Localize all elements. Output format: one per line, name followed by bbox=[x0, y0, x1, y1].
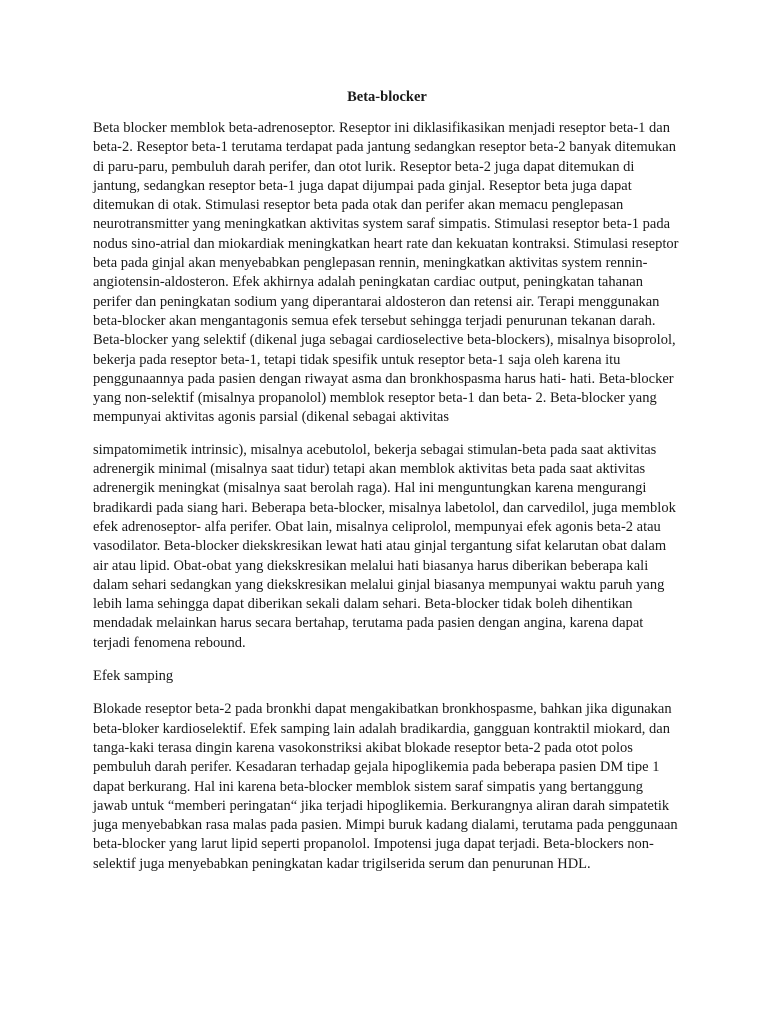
paragraph-partial-agonist: simpatomimetik intrinsic), misalnya acebutolol, bekerja sebagai stimulan-beta pada saat aktivitas adrenergik minimal (misalnya saat tidur) tetapi akan memblok aktivitas beta pada saat aktivitas adrenergik meningkat (misalnya saat berolah raga). Hal ini menguntungkan karena mengurangi bradikardi pada siang hari. Beberapa beta-blocker, misalnya labetolol, dan carvedilol, juga memblok efek adrenoseptor- alfa perifer. Obat lain, misalnya celiprolol, mempunyai efek agonis beta-2 atau vasodilator. Beta-blocker diekskresikan lewat hati atau ginjal tergantung sifat kelarutan obat dalam air atau lipid. Obat-obat yang diekskresikan melalui hati biasanya harus diberikan beberapa kali dalam sehari sedangkan yang diekskresikan melalui ginjal biasanya mempunyai waktu paruh yang lebih lama sehingga dapat diberikan sekali dalam sehari. Beta-blocker tidak boleh dihentikan mendadak melainkan harus secara bertahap, terutama pada pasien dengan angina, karena dapat terjadi fenomena rebound. bbox=[93, 441, 676, 651]
document-title: Beta-blocker bbox=[347, 89, 427, 105]
side-effects-heading: Efek samping bbox=[93, 668, 174, 685]
paragraph-side-effects: Blokade reseptor beta-2 pada bronkhi dapat mengakibatkan bronkhospasme, bahkan jika digunakan beta-bloker kardioselektif. Efek samping lain adalah bradikardia, gangguan kontraktil miokard, dan tanga-kaki terasa dingin karena vasokonstriksi akibat blokade reseptor beta-2 pada otot polos pembuluh darah perifer. Kesadaran terhadap gejala hipoglikemia pada beberapa pasien DM tipe 1 dapat berkurang. Hal ini karena beta-blocker memblok sistem saraf simpatis yang bertanggung jawab untuk “memberi peringatan“ jika terjadi hipoglikemia. Berkurangnya aliran darah simpatetik juga menyebabkan rasa malas pada pasien. Mimpi buruk kadang dialami, terutama pada penggunaan beta-blocker yang larut lipid seperti propanolol. Impotensi juga dapat terjadi. Beta-blockers non-selektif juga menyebabkan peningkatan kadar trigilserida serum dan penurunan HDL. bbox=[93, 701, 678, 872]
document-page bbox=[93, 88, 681, 874]
paragraph-mechanism: Beta blocker memblok beta-adrenoseptor. Reseptor ini diklasifikasikan menjadi reseptor beta-1 dan beta-2. Reseptor beta-1 terutama terdapat pada jantung sedangkan reseptor beta-2 banyak ditemukan di paru-paru, pembuluh darah perifer, dan otot lurik. Reseptor beta-2 juga dapat ditemukan di jantung, sedangkan reseptor beta-1 juga dapat dijumpai pada ginjal. Reseptor beta juga dapat ditemukan di otak. Stimulasi reseptor beta pada otak dan perifer akan memacu penglepasan neurotransmitter yang meningkatkan aktivitas system saraf simpatis. Stimulasi reseptor beta-1 pada nodus sino-atrial dan miokardiak meningkatkan heart rate dan kekuatan kontraksi. Stimulasi reseptor beta pada ginjal akan menyebabkan penglepasan rennin, meningkatkan aktivitas system rennin- angiotensin-aldosteron. Efek akhirnya adalah peningkatan cardiac output, peningkatan tahanan perifer dan peningkatan sodium yang diperantarai aldosteron dan retensi air. Terapi menggunakan beta-blocker akan mengantagonis semua efek tersebut sehingga terjadi penurunan tekanan darah. Beta-blocker yang selektif (dikenal juga sebagai cardioselective beta-blockers), misalnya bisoprolol, bekerja pada reseptor beta-1, tetapi tidak spesifik untuk reseptor beta-1 saja oleh karena itu penggunaannya pada pasien dengan riwayat asma dan bronkhospasma harus hati- hati. Beta-blocker yang non-selektif (misalnya propanolol) memblok reseptor beta-1 dan beta- 2. Beta-blocker yang mempunyai aktivitas agonis parsial (dikenal sebagai aktivitas bbox=[93, 120, 679, 426]
